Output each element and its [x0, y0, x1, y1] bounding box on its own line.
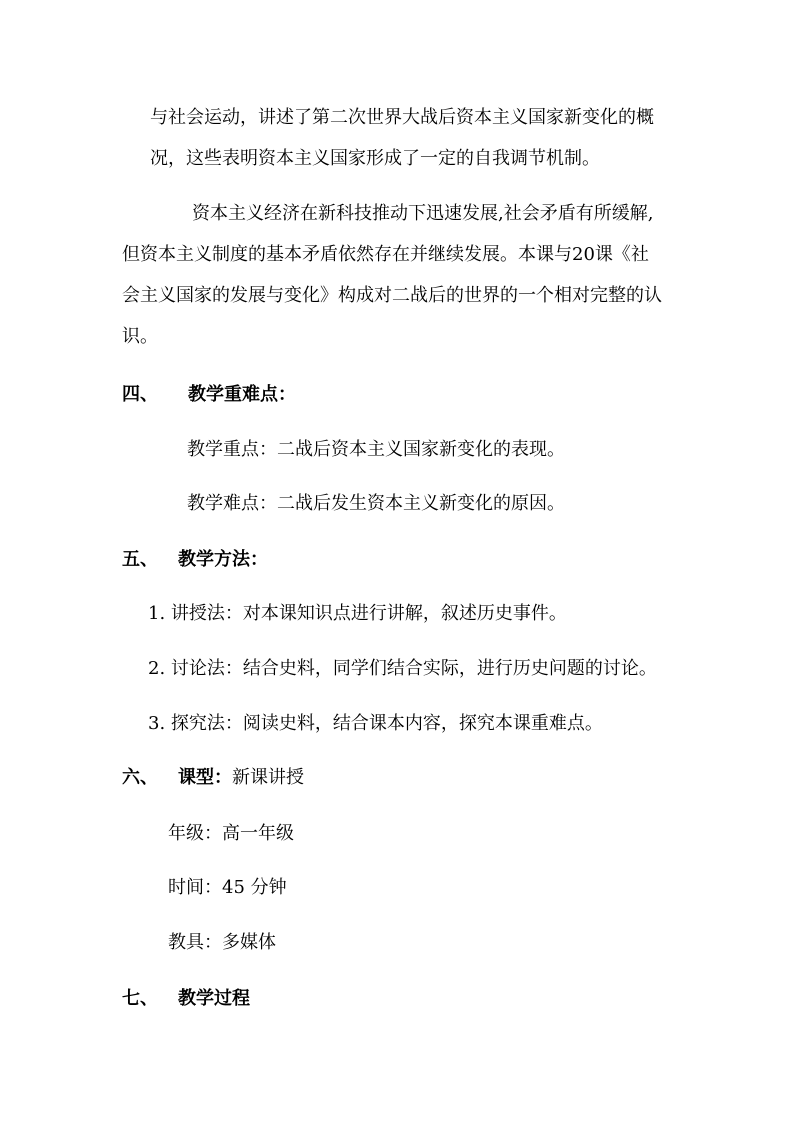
lesson-type-value: 新课讲授: [232, 767, 304, 788]
method-item-2: 2. 讨论法：结合史料，同学们结合实际，进行历史问题的讨论。: [148, 658, 657, 679]
intro-line-1: 与社会运动，讲述了第二次世界大战后资本主义国家新变化的概: [150, 107, 654, 128]
paragraph-2-line-2: 但资本主义制度的基本矛盾依然存在并继续发展。本课与20课《社: [122, 244, 649, 265]
difficult-point-item: 教学难点：二战后发生资本主义新变化的原因。: [187, 493, 565, 514]
section-title: 课型：: [178, 767, 232, 788]
section-title: 教学过程: [178, 988, 250, 1009]
teaching-aids-item: 教具：多媒体: [168, 932, 276, 953]
method-item-1: 1. 讲授法：对本课知识点进行讲解，叙述历史事件。: [148, 603, 567, 624]
section-number: 五、: [122, 549, 158, 570]
section-5-heading: [122, 548, 268, 572]
section-7-heading: [122, 987, 250, 1011]
section-number: 六、: [122, 767, 158, 788]
grade-item: 年级：高一年级: [168, 823, 294, 844]
paragraph-2-line-4: 识。: [122, 326, 158, 347]
intro-line-2: 况，这些表明资本主义国家形成了一定的自我调节机制。: [150, 148, 600, 169]
duration-item: 时间：45 分钟: [168, 877, 287, 898]
paragraph-2-line-1: 资本主义经济在新科技推动下迅速发展,社会矛盾有所缓解,: [192, 203, 654, 224]
section-number: 七、: [122, 988, 158, 1009]
key-point-item: 教学重点：二战后资本主义国家新变化的表现。: [187, 439, 565, 460]
section-number: 四、: [122, 384, 158, 405]
section-4-heading: [122, 383, 296, 407]
section-title: 教学方法：: [178, 549, 268, 570]
paragraph-2-line-3: 会主义国家的发展与变化》构成对二战后的世界的一个相对完整的认: [122, 285, 662, 306]
section-title: 教学重难点：: [188, 384, 296, 405]
method-item-3: 3. 探究法：阅读史料，结合课本内容，探究本课重难点。: [148, 713, 603, 734]
section-6-heading: [122, 766, 304, 790]
